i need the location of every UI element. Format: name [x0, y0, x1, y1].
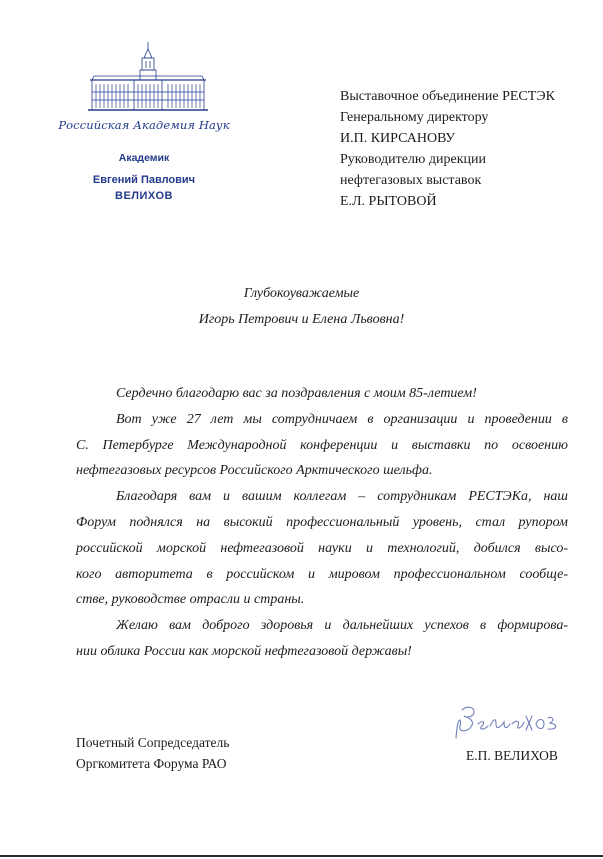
body-paragraph: [76, 613, 568, 665]
body-paragraph: [76, 381, 568, 407]
addressee-line: нефтегазовых выставок: [340, 173, 482, 188]
signatory-title-line: Почетный Сопредседатель: [76, 735, 230, 750]
body-line: Сердечно благодарю вас за поздравления с моим 85-летием!: [116, 386, 477, 401]
addressee-line: И.П. КИРСАНОВУ: [340, 131, 456, 146]
academy-building-emblem: [86, 40, 210, 114]
body-paragraph: [76, 484, 568, 613]
salutation-line-2: Игорь Петрович и Елена Львовна!: [198, 312, 405, 327]
body-line: стве, руководстве отрасли и страны.: [76, 592, 305, 608]
sender-surname: ВЕЛИХОВ: [115, 190, 173, 202]
signatory-title: [76, 732, 229, 774]
academic-rank: Академик: [118, 152, 170, 164]
addressee-line: Генеральному директору: [340, 110, 489, 125]
page-bottom-edge: [0, 855, 603, 857]
academy-name: Российская Академия Наук: [58, 118, 230, 132]
body-paragraph: [76, 407, 568, 484]
addressee-block: [340, 86, 598, 212]
body-line: нии облика России как морской нефтегазовой державы!: [76, 643, 412, 659]
signer-name: Е.П. ВЕЛИХОВ: [466, 748, 558, 763]
body-line: С. Петербурге Международной конференции и выставки по освоению: [76, 437, 568, 453]
handwritten-signature: [448, 702, 588, 746]
addressee-line: Выставочное объединение РЕСТЭК: [340, 89, 555, 104]
signatory-title-line: Оргкомитета Форума РАО: [76, 756, 227, 771]
addressee-line: Е.Л. РЫТОВОЙ: [340, 194, 437, 209]
body-line: Форум поднялся на высокий профессиональный уровень, стал рупором: [76, 514, 568, 530]
body-line: нефтегазовых ресурсов Российского Арктического шельфа.: [76, 463, 433, 479]
body-line: кого авторитета в российском и мировом профессиональном сообще-: [76, 566, 568, 582]
body-line: российской морской нефтегазовой науки и технологий, добился высо-: [76, 540, 568, 556]
salutation-line-1: Глубокоуважаемые: [243, 286, 360, 301]
body-line: Желаю вам доброго здоровья и дальнейших успехов в формирова-: [116, 618, 568, 634]
addressee-line: Руководителю дирекции: [340, 152, 486, 167]
letter-body: [76, 381, 568, 665]
sender-given-name: Евгений Павлович: [92, 174, 196, 186]
body-line: Вот уже 27 лет мы сотрудничаем в организации и проведении в: [116, 411, 568, 427]
body-line: Благодаря вам и вашим коллегам – сотрудникам РЕСТЭКа, наш: [116, 489, 568, 505]
